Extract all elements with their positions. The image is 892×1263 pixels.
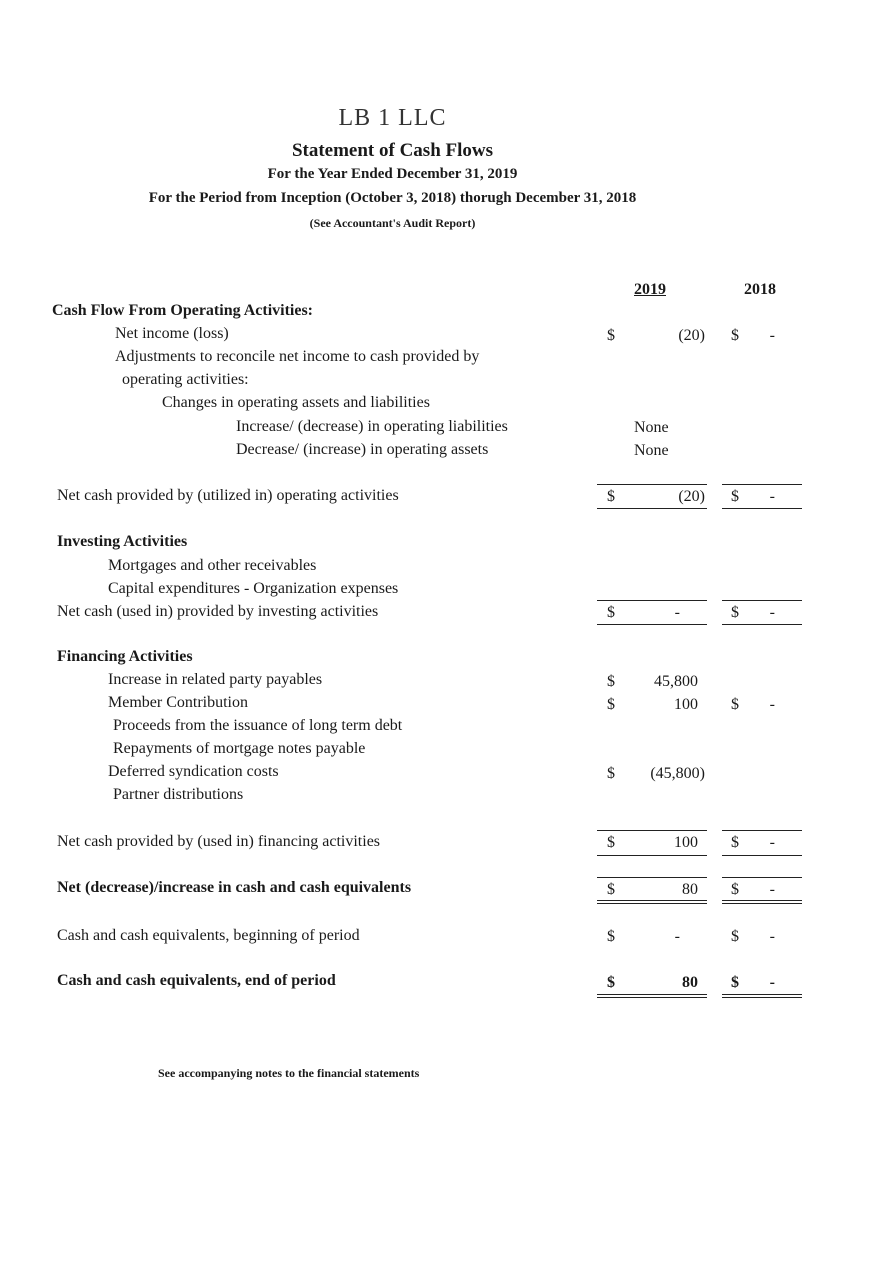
statement-title: Statement of Cash Flows (291, 140, 494, 161)
investing-total-label: Net cash (used in) provided by investing activities (57, 603, 379, 620)
rule (722, 484, 802, 485)
double-rule (722, 900, 802, 904)
mortgages-label: Mortgages and other receivables (108, 557, 317, 574)
currency-symbol: $ (607, 696, 615, 713)
investing-heading: Investing Activities (57, 533, 188, 550)
rule (597, 624, 707, 625)
investing-total-2019: - (674, 604, 680, 621)
footer-note: See accompanying notes to the financial statements (158, 1066, 420, 1080)
adjustments-label-2: operating activities: (122, 371, 249, 388)
operating-heading: Cash Flow From Operating Activities: (52, 302, 314, 319)
currency-symbol: $ (731, 696, 739, 713)
double-rule (597, 994, 707, 998)
liabilities-label: Increase/ (decrease) in operating liabilities (236, 418, 508, 435)
currency-symbol: $ (607, 881, 615, 898)
rule (722, 600, 802, 601)
investing-total-2018: - (769, 604, 775, 621)
beginning-cash-label: Cash and cash equivalents, beginning of period (57, 927, 360, 944)
operating-total-2018: - (769, 488, 775, 505)
ending-cash-label: Cash and cash equivalents, end of period (57, 972, 336, 989)
currency-symbol: $ (731, 604, 739, 621)
ending-cash-2019: 80 (682, 974, 698, 991)
adjustments-label-1: Adjustments to reconcile net income to cash provided by (115, 348, 480, 365)
changes-label: Changes in operating assets and liabilities (162, 394, 430, 411)
audit-report-note: (See Accountant's Audit Report) (309, 216, 476, 230)
column-header-2018: 2018 (744, 281, 776, 298)
rule (597, 855, 707, 856)
rule (722, 624, 802, 625)
currency-symbol: $ (731, 488, 739, 505)
currency-symbol: $ (607, 327, 615, 344)
currency-symbol: $ (607, 673, 615, 690)
related-party-label: Increase in related party payables (108, 671, 323, 688)
liabilities-2019: None (634, 419, 669, 436)
rule (597, 484, 707, 485)
net-change-2018: - (769, 881, 775, 898)
partner-distributions-label: Partner distributions (113, 786, 244, 803)
currency-symbol: $ (607, 604, 615, 621)
rule (597, 877, 707, 878)
currency-symbol: $ (607, 928, 615, 945)
deferred-syndication-label: Deferred syndication costs (108, 763, 279, 780)
currency-symbol: $ (607, 974, 615, 991)
rule (722, 508, 802, 509)
rule (597, 600, 707, 601)
related-party-2019: 45,800 (654, 673, 698, 690)
double-rule (722, 994, 802, 998)
financing-total-label: Net cash provided by (used in) financing activities (57, 833, 381, 850)
beginning-cash-2019: - (674, 928, 680, 945)
financing-total-2018: - (769, 834, 775, 851)
rule (597, 830, 707, 831)
currency-symbol: $ (607, 834, 615, 851)
operating-total-label: Net cash provided by (utilized in) operating activities (57, 487, 399, 504)
rule (722, 830, 802, 831)
capex-label: Capital expenditures - Organization expenses (108, 580, 399, 597)
beginning-cash-2018: - (769, 928, 775, 945)
assets-2019: None (634, 442, 669, 459)
financing-heading: Financing Activities (57, 648, 193, 665)
net-change-label: Net (decrease)/increase in cash and cash equivalents (57, 879, 412, 896)
currency-symbol: $ (607, 765, 615, 782)
deferred-syndication-2019: (45,800) (650, 765, 705, 782)
column-header-2019: 2019 (634, 281, 666, 298)
rule (722, 877, 802, 878)
currency-symbol: $ (731, 974, 739, 991)
currency-symbol: $ (731, 834, 739, 851)
rule (722, 855, 802, 856)
ending-cash-2018: - (769, 974, 775, 991)
member-contribution-2019: 100 (674, 696, 698, 713)
member-contribution-label: Member Contribution (108, 694, 248, 711)
currency-symbol: $ (607, 488, 615, 505)
currency-symbol: $ (731, 327, 739, 344)
period-line-1: For the Year Ended December 31, 2019 (267, 166, 518, 182)
period-line-2: For the Period from Inception (October 3, 2018) thorugh December 31, 2018 (148, 190, 637, 206)
net-income-label: Net income (loss) (115, 325, 229, 342)
financing-total-2019: 100 (674, 834, 698, 851)
net-change-2019: 80 (682, 881, 698, 898)
currency-symbol: $ (731, 928, 739, 945)
proceeds-label: Proceeds from the issuance of long term debt (113, 717, 403, 734)
company-name: LB 1 LLC (338, 105, 447, 131)
member-contribution-2018: - (769, 696, 775, 713)
rule (597, 508, 707, 509)
double-rule (597, 900, 707, 904)
net-income-2018: - (769, 327, 775, 344)
assets-label: Decrease/ (increase) in operating assets (236, 441, 489, 458)
net-income-2019: (20) (678, 327, 705, 344)
repayments-label: Repayments of mortgage notes payable (113, 740, 366, 757)
operating-total-2019: (20) (678, 488, 705, 505)
currency-symbol: $ (731, 881, 739, 898)
